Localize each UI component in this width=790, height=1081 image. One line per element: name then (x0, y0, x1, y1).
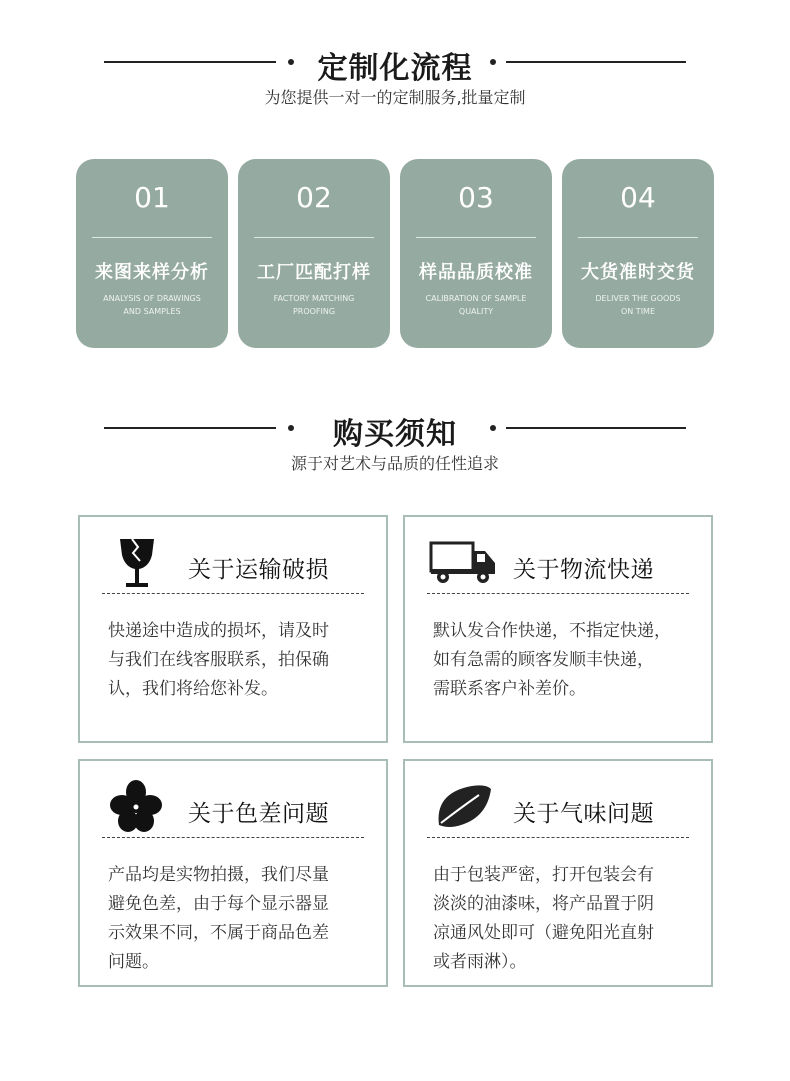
step-title-en: FACTORY MATCHING PROOFING (273, 294, 355, 316)
process-step-3 (400, 159, 552, 348)
notice-text: 由于包装严密，打开包装会有 淡淡的油漆味，将产品置于阴 凉通风处即可（避免阳光直射 或者雨淋）。 (433, 865, 654, 972)
step-number: 02 (296, 181, 332, 214)
notice-title: 关于气味问题 (513, 801, 654, 827)
leaf-icon (427, 777, 499, 835)
step-title-cn: 工厂匹配打样 (257, 262, 371, 283)
process-header (0, 40, 790, 130)
dashed-divider (102, 837, 364, 838)
notice-shipping-damage (78, 515, 388, 743)
dashed-divider (427, 837, 689, 838)
step-number: 03 (458, 181, 494, 214)
process-step-4 (562, 159, 714, 348)
step-title-en: ANALYSIS OF DRAWINGS AND SAMPLES (103, 294, 201, 316)
notice-subtitle: 源于对艺术与品质的任性追求 (290, 454, 499, 473)
step-divider (578, 237, 698, 238)
notice-text: 产品均是实物拍摄，我们尽量 避免色差，由于每个显示器显 示效果不同，不属于商品色差 问题。 (108, 865, 329, 972)
step-title-cn: 大货准时交货 (581, 262, 695, 283)
step-divider (92, 237, 212, 238)
process-step-1 (76, 159, 228, 348)
step-divider (416, 237, 536, 238)
process-subtitle: 为您提供一对一的定制服务,批量定制 (264, 88, 526, 107)
delivery-truck-icon (427, 533, 499, 591)
flower-icon (102, 777, 174, 835)
broken-glass-icon (102, 533, 174, 591)
step-number: 04 (620, 181, 656, 214)
notice-title: 关于运输破损 (188, 557, 329, 583)
right-dot (490, 59, 496, 65)
notice-odor (403, 759, 713, 987)
step-title-en: DELIVER THE GOODS ON TIME (595, 294, 681, 316)
step-number: 01 (134, 181, 170, 214)
step-title-en: CALIBRATION OF SAMPLE QUALITY (425, 294, 527, 316)
right-dot (490, 425, 496, 431)
notice-text: 快递途中造成的损坏，请及时 与我们在线客服联系，拍保确 认，我们将给您补发。 (108, 621, 329, 699)
notice-title: 关于物流快递 (513, 557, 654, 583)
notice-title: 关于色差问题 (188, 801, 329, 827)
right-divider (506, 61, 686, 63)
notice-color-difference (78, 759, 388, 987)
dashed-divider (102, 593, 364, 594)
dashed-divider (427, 593, 689, 594)
notice-text: 默认发合作快递，不指定快递， 如有急需的顾客发顺丰快递， 需联系客户补差价。 (433, 621, 671, 699)
notice-title: 购买须知 (333, 417, 457, 452)
step-divider (254, 237, 374, 238)
right-divider (506, 427, 686, 429)
process-step-2 (238, 159, 390, 348)
notice-header (0, 406, 790, 496)
step-title-cn: 样品品质校准 (419, 262, 533, 283)
step-title-cn: 来图来样分析 (95, 262, 209, 283)
process-title: 定制化流程 (317, 51, 473, 86)
notice-logistics (403, 515, 713, 743)
